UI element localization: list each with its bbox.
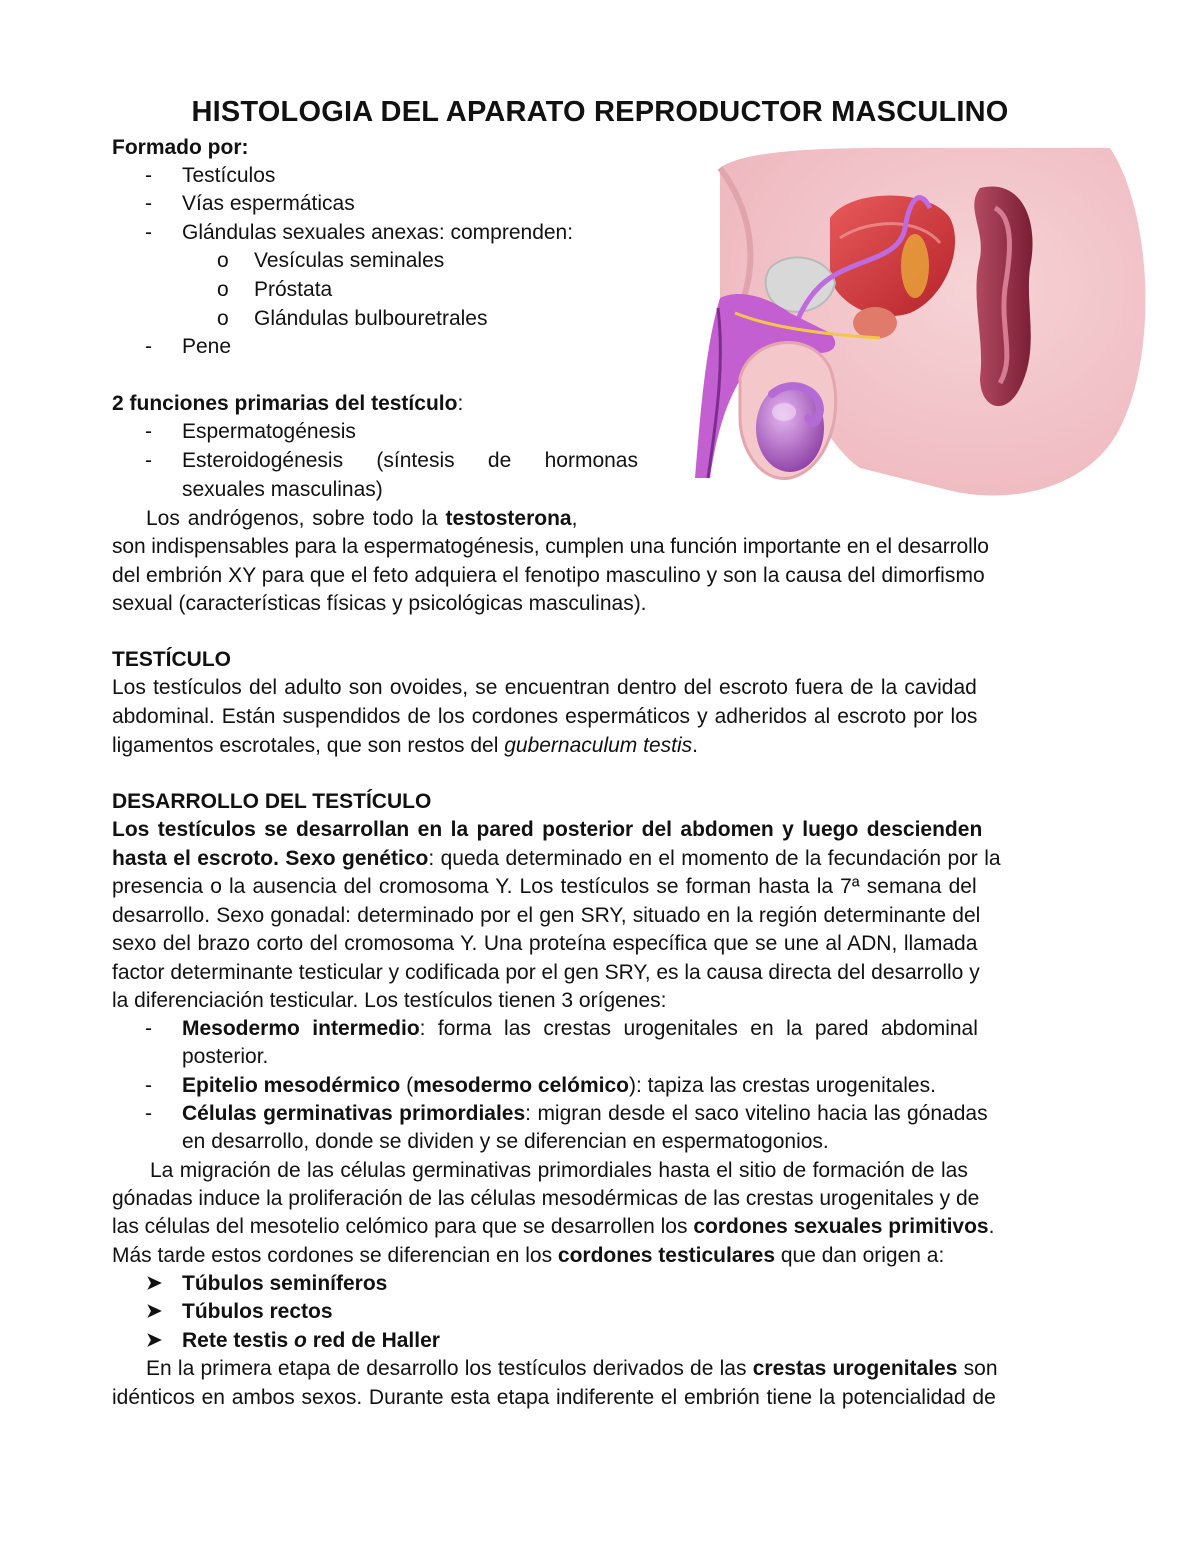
- paragraph-line: ligamentos escrotales, que son restos del gubernaculum testis.: [112, 734, 698, 757]
- paragraph-line: Más tarde estos cordones se diferencian en los cordones testiculares que dan origen a:: [112, 1244, 945, 1267]
- list-item: Glándulas sexuales anexas: comprenden:: [182, 221, 574, 244]
- list-dash: -: [145, 1102, 152, 1125]
- arrow-bullet-icon: ➤: [146, 1301, 162, 1322]
- anatomy-illustration: [680, 148, 1160, 526]
- section-heading-testiculo: TESTÍCULO: [112, 648, 231, 671]
- arrow-item: Túbulos seminíferos: [182, 1272, 388, 1295]
- list-dash: -: [145, 1017, 152, 1040]
- paragraph-line: desarrollo. Sexo gonadal: determinado por el gen SRY, situado en la región determinante del: [112, 904, 981, 927]
- list-dash: -: [145, 192, 152, 215]
- sublist-bullet: o: [217, 307, 229, 330]
- arrow-bullet-icon: ➤: [146, 1273, 162, 1294]
- list-dash: -: [145, 221, 152, 244]
- list-item: Vías espermáticas: [182, 192, 355, 215]
- sublist-bullet: o: [217, 278, 229, 301]
- function-item: Esteroidogénesis (síntesis de hormonas: [182, 449, 638, 472]
- paragraph-line: La migración de las células germinativas primordiales hasta el sitio de formación de las: [150, 1159, 968, 1182]
- paragraph-line: las células del mesotelio celómico para que se desarrollen los cordones sexuales primitivos.: [112, 1215, 995, 1238]
- arrow-item: Rete testis o red de Haller: [182, 1329, 440, 1352]
- paragraph-line: Los testículos del adulto son ovoides, se encuentran dentro del escroto fuera de la cavidad: [112, 676, 977, 699]
- list-dash: -: [145, 1074, 152, 1097]
- origin-item-continuation: en desarrollo, donde se dividen y se diferencian en espermatogonios.: [182, 1130, 829, 1153]
- sublist-item: Glándulas bulbouretrales: [254, 307, 488, 330]
- paragraph-line: gónadas induce la proliferación de las células mesodérmicas de las crestas urogenitales y de: [112, 1187, 980, 1210]
- intro-label: Formado por:: [112, 136, 249, 159]
- origin-item: Células germinativas primordiales: migran desde el saco vitelino hacia las gónadas: [182, 1102, 988, 1125]
- paragraph-line: sexual (características físicas y psicológicas masculinas).: [112, 592, 647, 615]
- arrow-bullet-icon: ➤: [146, 1330, 162, 1351]
- sublist-bullet: o: [217, 249, 229, 272]
- list-dash: -: [145, 420, 152, 443]
- paragraph-line: abdominal. Están suspendidos de los cordones espermáticos y adheridos al escroto por los: [112, 705, 978, 728]
- paragraph-line: del embrión XY para que el feto adquiera el fenotipo masculino y son la causa del dimorfismo: [112, 564, 985, 587]
- list-dash: -: [145, 164, 152, 187]
- paragraph-line: idénticos en ambos sexos. Durante esta etapa indiferente el embrión tiene la potencialidad de: [112, 1386, 996, 1409]
- origin-item: Mesodermo intermedio: forma las crestas urogenitales en la pared abdominal: [182, 1017, 978, 1040]
- origin-item: Epitelio mesodérmico (mesodermo celómico): tapiza las crestas urogenitales.: [182, 1074, 936, 1097]
- list-dash: -: [145, 335, 152, 358]
- sublist-item: Próstata: [254, 278, 333, 301]
- paragraph-line: son indispensables para la espermatogénesis, cumplen una función importante en el desarrollo: [112, 535, 989, 558]
- androgen-sentence: Los andrógenos, sobre todo la testosterona,: [146, 507, 578, 530]
- paragraph-line: factor determinante testicular y codificada por el gen SRY, es la causa directa del desarrollo y: [112, 961, 980, 984]
- document-title: HISTOLOGIA DEL APARATO REPRODUCTOR MASCULINO: [191, 96, 1009, 128]
- list-item: Pene: [182, 335, 232, 358]
- functions-heading: 2 funciones primarias del testículo:: [112, 392, 464, 415]
- paragraph-line: hasta el escroto. Sexo genético: queda determinado en el momento de la fecundación por la: [112, 847, 1001, 870]
- sublist-item: Vesículas seminales: [254, 249, 445, 272]
- paragraph-line: Los testículos se desarrollan en la pared posterior del abdomen y luego descienden: [112, 818, 983, 841]
- list-item: Testículos: [182, 164, 276, 187]
- paragraph-line: sexo del brazo corto del cromosoma Y. Una proteína específica que se une al ADN, llamada: [112, 932, 978, 955]
- function-item-continuation: sexuales masculinas): [182, 478, 383, 501]
- paragraph-line: presencia o la ausencia del cromosoma Y. Los testículos se forman hasta la 7ª semana del: [112, 875, 977, 898]
- function-item: Espermatogénesis: [182, 420, 356, 443]
- paragraph-line: En la primera etapa de desarrollo los testículos derivados de las crestas urogenitales son: [146, 1357, 998, 1380]
- arrow-item: Túbulos rectos: [182, 1300, 333, 1323]
- paragraph-line: la diferenciación testicular. Los testículos tienen 3 orígenes:: [112, 989, 667, 1012]
- section-heading-desarrollo: DESARROLLO DEL TESTÍCULO: [112, 790, 432, 813]
- list-dash: -: [145, 449, 152, 472]
- origin-item-continuation: posterior.: [182, 1045, 269, 1068]
